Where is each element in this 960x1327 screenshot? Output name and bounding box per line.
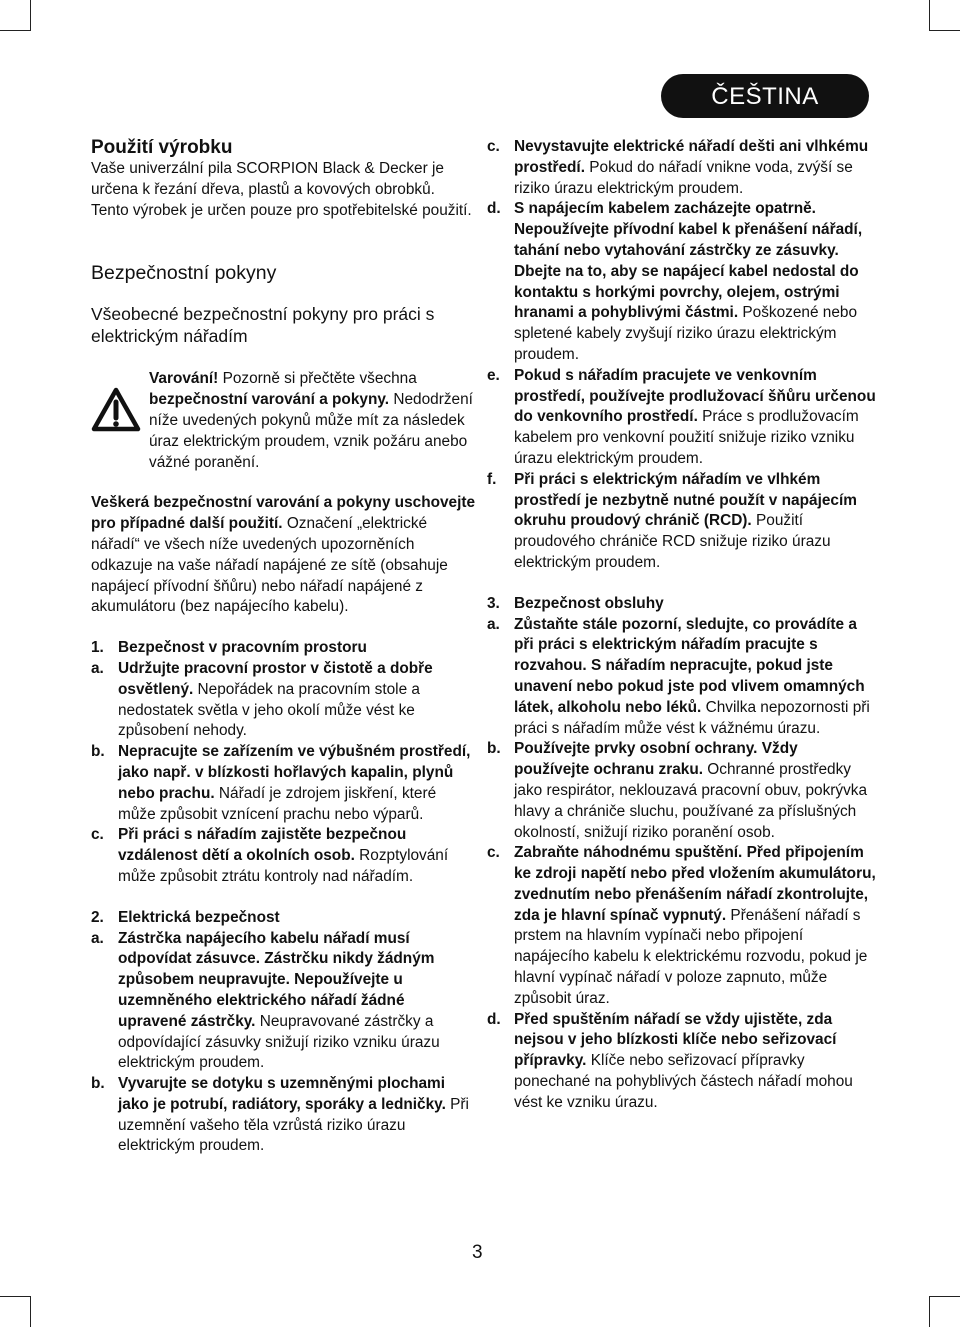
item-text: Práce s prodlužovacím kabelem pro venkovní použití snižuje riziko vzniku úrazu elektrickým proudem. <box>514 408 859 467</box>
keep-instructions <box>91 493 476 618</box>
item-label: d. <box>487 200 501 218</box>
list-item <box>91 659 476 742</box>
list-item <box>91 929 476 1075</box>
item-label: b. <box>91 743 105 761</box>
item-label: a. <box>91 929 104 947</box>
crop-mark-bottom-right <box>929 1296 960 1327</box>
item-bold: S napájecím kabelem zacházejte opatrně. Nepoužívejte přívodní kabel k přenášení nářadí, tahání nebo vytahování zástrčky ze zásuvky. Dbejte na to, aby se napájecí kabel nedostal do kontaktu s horkými povrchy, olejem, ostrými hranami a pohyblivými částmi. <box>514 200 863 322</box>
item-bold: Udržujte pracovní prostor v čistotě a dobře osvětlený. <box>118 659 433 698</box>
item-bold: Zabraňte náhodnému spuštění. Před připojením ke zdroji napětí nebo před vložením akumulátoru, zvednutím nebo přenášením nářadí zkontrolujte, zda je hlavní spínač vypnutý. <box>514 844 876 924</box>
list-item <box>487 137 877 199</box>
section-number: 2. <box>91 908 104 926</box>
warning-text-2: Nedodržení níže uvedených pokynů může mít za následek úraz elektrickým proudem, vznik požáru anebo vážné poranění. <box>149 391 473 471</box>
section-title: Bezpečnost v pracovním prostoru <box>118 639 367 657</box>
warning-text-1: Pozorně si přečtěte všechna <box>218 370 417 388</box>
section-heading-2 <box>91 908 476 929</box>
list-item <box>487 739 877 843</box>
section-2-continued-list <box>487 137 877 574</box>
item-label: b. <box>487 740 501 758</box>
item-bold: Nevystavujte elektrické nářadí dešti ani vlhkému prostředí. <box>514 138 869 176</box>
list-item <box>91 1074 476 1157</box>
item-text: Ochranné prostředky jako respirátor, neklouzavá pracovní obuv, pokrývka hlavy a chrániče sluchu, používané za příslušných okolností, snižují riziko poranění osob. <box>514 761 868 841</box>
crop-mark-bottom-left <box>0 1296 31 1327</box>
list-item <box>91 825 476 887</box>
list-item <box>487 199 877 365</box>
usage-text: Vaše univerzální pila SCORPION Black & Decker je určena k řezání dřeva, plastů a kovových obrobků. Tento výrobek je určen pouze pro spotřebitelské použití. <box>91 160 472 219</box>
item-label: f. <box>487 470 497 488</box>
item-text: Rozptylování může způsobit ztrátu kontroly nad nářadím. <box>118 847 449 885</box>
page-number: 3 <box>472 1242 483 1263</box>
item-bold: Pokud s nářadím pracujete ve venkovním prostředí, používejte prodlužovací šňůru určenou do venkovního prostředí. <box>514 366 876 426</box>
section-number: 1. <box>91 639 104 657</box>
item-bold: Vyvarujte se dotyku s uzemněnými plochami jako je potrubí, radiátory, sporáky a ledničky. <box>118 1075 446 1113</box>
item-text: Přenášení nářadí s prstem na hlavním vypínači nebo připojení napájecího kabelu k elektrickému rozvodu, pokud je hlavní vypínač nářadí v poloze zapnuto, může způsobit úraz. <box>514 906 868 1007</box>
item-text: Neupravované zástrčky a odpovídající zásuvky snižují riziko vzniku úrazu elektrickým proudem. <box>118 1012 440 1072</box>
item-text: Nepořádek na pracovním stole a nedostatek světla v jeho okolí může vést ke způsobení nehody. <box>118 680 420 740</box>
keep-instructions-bold: Veškerá bezpečnostní varování a pokyny uschovejte pro případné další použití. <box>91 494 476 533</box>
item-bold: Nepracujte se zařízením ve výbušném prostředí, jako např. v blízkosti hořlavých kapalin, plynů nebo prachu. <box>118 743 471 802</box>
general-safety-title: Všeobecné bezpečnostní pokyny pro práci s elektrickým nářadím <box>91 304 435 347</box>
item-text: Chvilka nepozornosti při práci s nářadím může vést k vážnému úrazu. <box>514 698 870 737</box>
section-heading-3 <box>487 594 877 615</box>
item-label: c. <box>487 844 500 862</box>
warning-label: Varování! <box>149 370 219 388</box>
language-badge: ČEŠTINA <box>661 74 869 118</box>
section-heading-1 <box>91 638 476 659</box>
item-label: e. <box>487 366 500 384</box>
item-text: Klíče nebo seřizovací přípravky ponechané na pohyblivých částech nářadí mohou vést ke vzniku úrazu. <box>514 1052 853 1111</box>
list-item <box>91 742 476 825</box>
item-label: a. <box>91 659 104 677</box>
item-text: Nářadí je zdrojem jiskření, které může způsobit vznícení prachu nebo výparů. <box>118 784 437 823</box>
item-label: d. <box>487 1010 501 1028</box>
section-title: Bezpečnost obsluhy <box>514 594 664 612</box>
section-title: Elektrická bezpečnost <box>118 908 280 926</box>
section-number: 3. <box>487 594 500 612</box>
safety-title: Bezpečnostní pokyny <box>91 262 277 285</box>
item-bold: Zůstaňte stále pozorní, sledujte, co provádíte a při práci s elektrickým nářadím pracujte s rozvahou. S nářadím nepracujte, pokud jste unavení nebo pokud jste pod vlivem omamných látek, alkoholu nebo léků. <box>514 615 865 716</box>
crop-mark-top-left <box>0 0 31 31</box>
usage-title: Použití výrobku <box>91 137 233 158</box>
list-item <box>487 1010 877 1114</box>
item-label: c. <box>487 138 500 155</box>
right-column <box>487 137 877 1114</box>
item-bold: Při práci s nářadím zajistěte bezpečnou vzdálenost dětí a okolních osob. <box>118 826 407 865</box>
list-item <box>487 366 877 470</box>
item-bold: Při práci s elektrickým nářadím ve vlhkém prostředí je nezbytně nutné použít v napájecím okruhu proudový chránič (RCD). <box>514 470 857 530</box>
crop-mark-top-right <box>929 0 960 31</box>
list-item <box>487 843 877 1009</box>
warning-triangle-icon <box>91 387 141 432</box>
item-bold: Používejte prvky osobní ochrany. Vždy používejte ochranu zraku. <box>514 740 798 779</box>
list-item <box>487 615 877 740</box>
warning-bold-2: bezpečnostní varování a pokyny. <box>149 391 390 409</box>
item-label: b. <box>91 1075 105 1093</box>
item-bold: Před spuštěním nářadí se vždy ujistěte, zda nejsou v jeho blízkosti klíče nebo seřizovací přípravky. <box>514 1010 837 1070</box>
warning-text <box>149 369 476 473</box>
item-text: Použití proudového chrániče RCD snižuje riziko úrazu elektrickým proudem. <box>514 512 831 571</box>
item-text: Poškozené nebo spletené kabely zvyšují riziko úrazu elektrickým proudem. <box>514 304 858 363</box>
left-column <box>91 137 476 1157</box>
item-text: Při uzemnění vašeho těla vzrůstá riziko úrazu elektrickým proudem. <box>118 1095 469 1155</box>
item-label: c. <box>91 826 104 844</box>
section-1-list <box>91 659 476 888</box>
section-3-list <box>487 615 877 1114</box>
keep-instructions-text: Označení „elektrické nářadí“ ve všech níže uvedených upozorněních odkazuje na vaše nářadí napájené ze sítě (obsahuje napájecí přívodní šňůru) nebo nářadí napájené z akumulátoru (bez napájecího kabelu). <box>91 515 448 616</box>
item-label: a. <box>487 615 500 633</box>
item-text: Pokud do nářadí vnikne voda, zvýší se riziko úrazu elektrickým proudem. <box>514 158 853 197</box>
list-item <box>487 470 877 574</box>
warning-block <box>91 369 476 473</box>
item-bold: Zástrčka napájecího kabelu nářadí musí odpovídat zásuvce. Zástrčku nikdy žádným způsobem neupravujte. Nepoužívejte u uzemněného elektrického nářadí žádné upravené zástrčky. <box>118 929 435 1030</box>
section-2-list <box>91 929 476 1158</box>
